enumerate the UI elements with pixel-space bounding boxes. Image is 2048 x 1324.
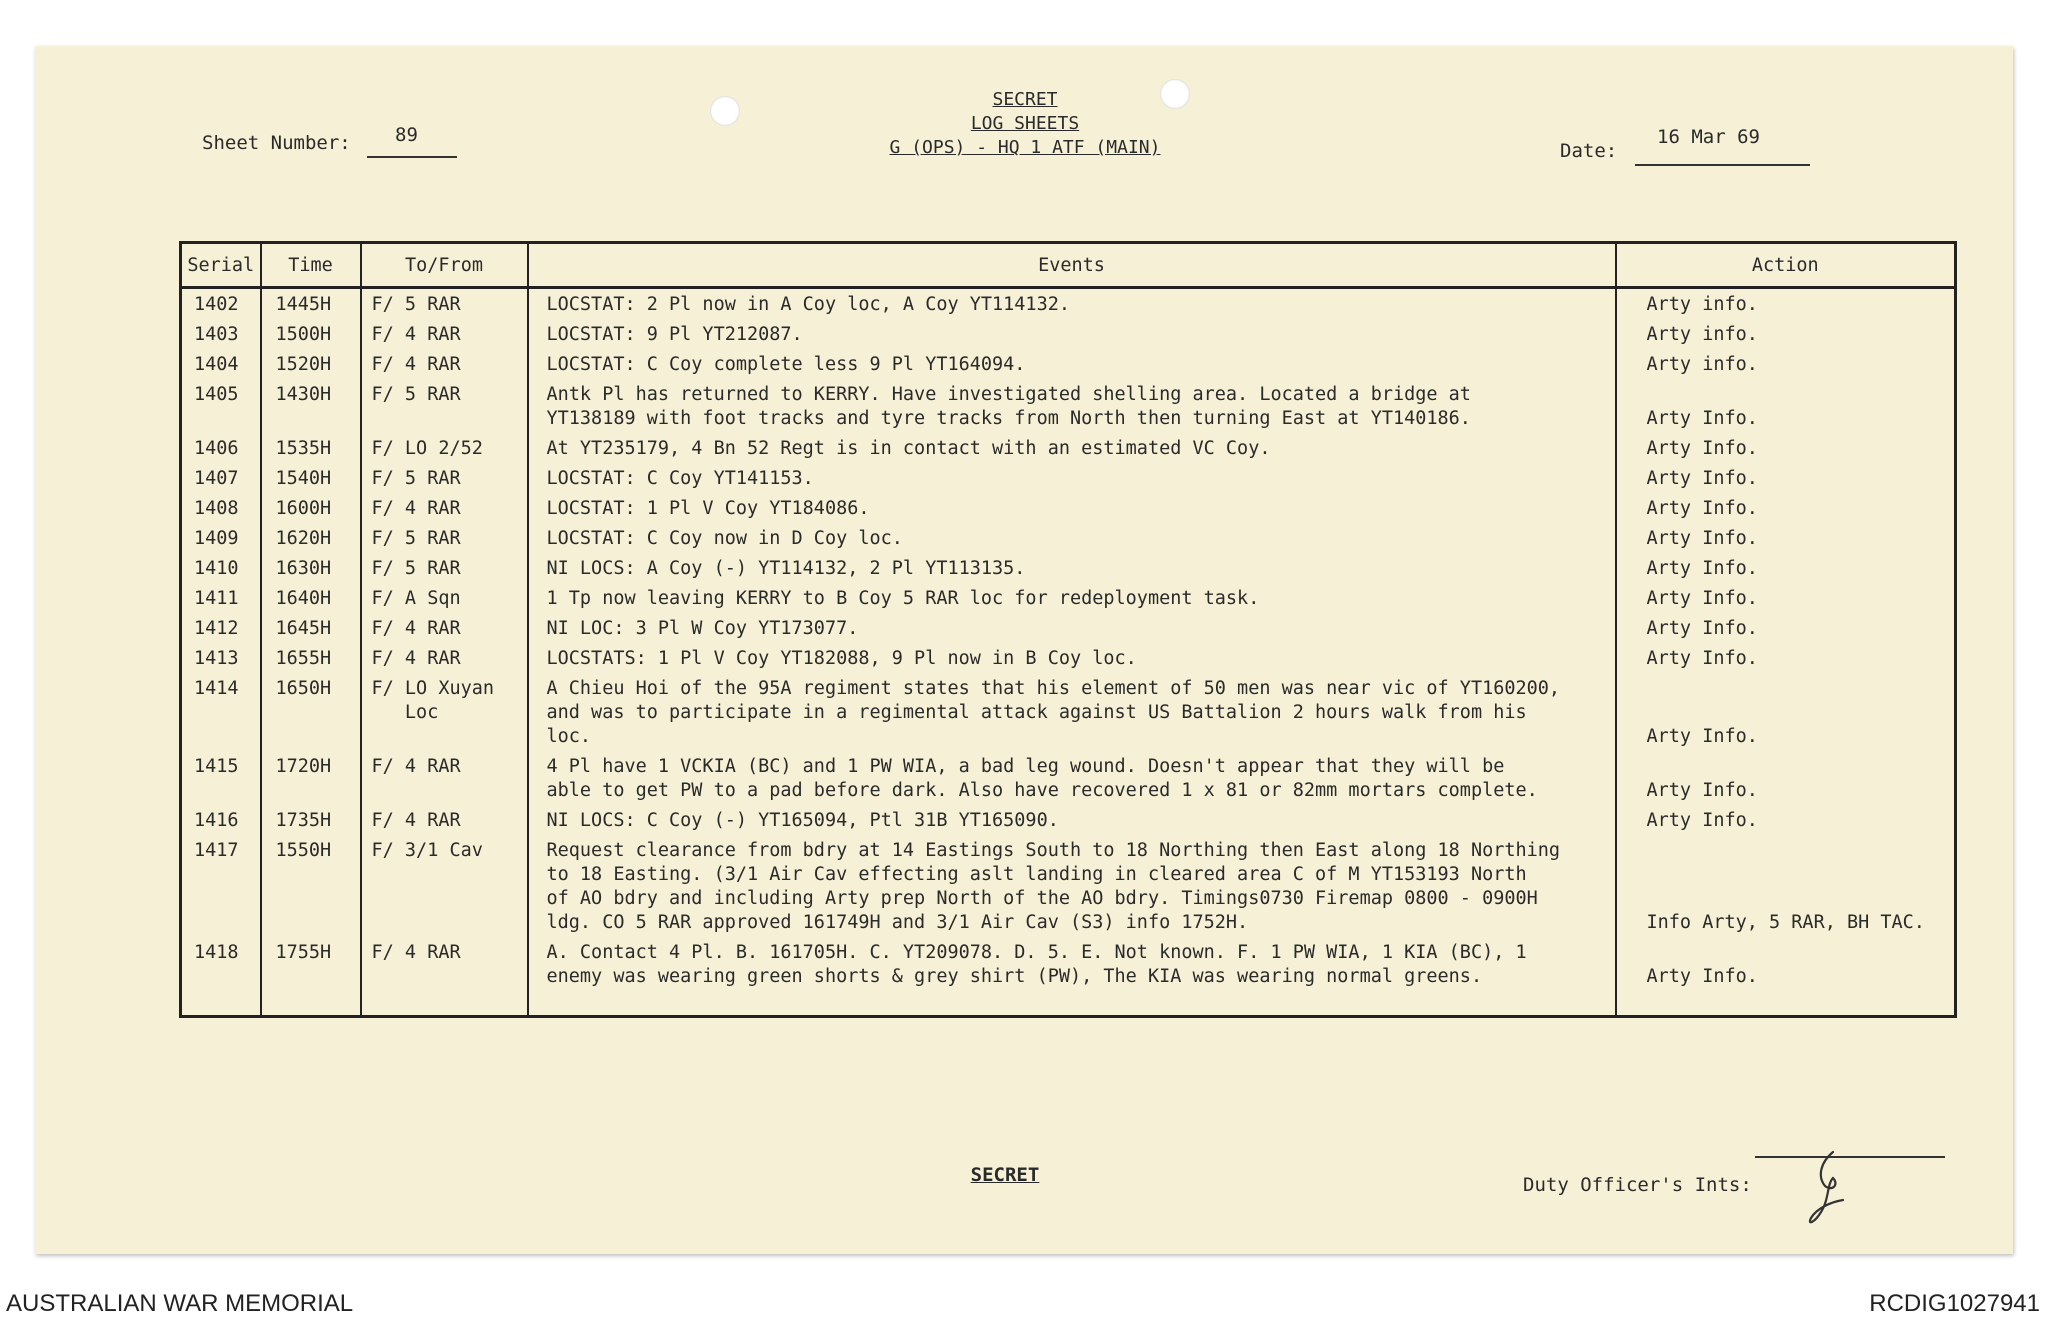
to-from-cell: F/ 4 RAR <box>361 613 528 643</box>
time-cell: 1550H <box>261 835 361 937</box>
time-cell: 1430H <box>261 379 361 433</box>
time-cell: 1500H <box>261 319 361 349</box>
action-cell: Arty Info. <box>1616 433 1956 463</box>
event-cell: LOCSTAT: 1 Pl V Coy YT184086. <box>528 493 1616 523</box>
event-cell: NI LOCS: C Coy (-) YT165094, Ptl 31B YT165090. <box>528 805 1616 835</box>
classification-bottom: SECRET <box>970 1164 1040 1186</box>
event-cell: LOCSTAT: C Coy YT141153. <box>528 463 1616 493</box>
action-cell: Arty Info. <box>1616 493 1956 523</box>
to-from-cell: F/ 5 RAR <box>361 553 528 583</box>
to-from-cell: F/ 4 RAR <box>361 751 528 805</box>
event-cell: A. Contact 4 Pl. B. 161705H. C. YT209078. D. 5. E. Not known. F. 1 PW WIA, 1 KIA (BC), 1 enemy was wearing green shorts & grey shirt (PW), The KIA was wearing normal greens. <box>528 937 1616 1017</box>
date-value: 16 Mar 69 <box>1657 126 1760 148</box>
action-cell: Arty Info. <box>1616 553 1956 583</box>
table-row <box>181 463 1956 493</box>
serial-cell: 1412 <box>181 613 261 643</box>
to-from-cell: F/ 3/1 Cav <box>361 835 528 937</box>
serial-cell: 1415 <box>181 751 261 805</box>
serial-cell: 1404 <box>181 349 261 379</box>
table-row <box>181 379 1956 433</box>
serial-cell: 1409 <box>181 523 261 553</box>
time-cell: 1650H <box>261 673 361 751</box>
header-block <box>825 88 1225 160</box>
table-row <box>181 433 1956 463</box>
punch-hole-left <box>710 96 740 126</box>
action-cell: Arty info. <box>1616 319 1956 349</box>
col-header-action: Action <box>1616 243 1956 288</box>
event-cell: LOCSTAT: 9 Pl YT212087. <box>528 319 1616 349</box>
event-cell: At YT235179, 4 Bn 52 Regt is in contact with an estimated VC Coy. <box>528 433 1616 463</box>
event-cell: 4 Pl have 1 VCKIA (BC) and 1 PW WIA, a bad leg wound. Doesn't appear that they will be able to get PW to a pad before dark. Also have recovered 1 x 81 or 82mm mortars complete. <box>528 751 1616 805</box>
serial-cell: 1410 <box>181 553 261 583</box>
action-cell: Arty Info. <box>1616 583 1956 613</box>
table-row <box>181 835 1956 937</box>
time-cell: 1600H <box>261 493 361 523</box>
log-table-body <box>181 288 1956 1017</box>
event-cell: Request clearance from bdry at 14 Eastings South to 18 Northing then East along 18 Northing to 18 Easting. (3/1 Air Cav effecting aslt landing in cleared area C of M YT153193 North of AO bdry and including Arty prep North of the AO bdry. Timings0730 Firemap 0800 - 0900H ldg. CO 5 RAR approved 161749H and 3/1 Air Cav (S3) info 1752H. <box>528 835 1616 937</box>
col-header-time: Time <box>261 243 361 288</box>
serial-cell: 1402 <box>181 288 261 320</box>
table-row <box>181 553 1956 583</box>
to-from-cell: F/ LO Xuyan Loc <box>361 673 528 751</box>
serial-cell: 1407 <box>181 463 261 493</box>
table-row <box>181 751 1956 805</box>
serial-cell: 1416 <box>181 805 261 835</box>
time-cell: 1540H <box>261 463 361 493</box>
to-from-cell: F/ 4 RAR <box>361 937 528 1017</box>
event-cell: NI LOCS: A Coy (-) YT114132, 2 Pl YT113135. <box>528 553 1616 583</box>
time-cell: 1445H <box>261 288 361 320</box>
serial-cell: 1411 <box>181 583 261 613</box>
table-row <box>181 673 1956 751</box>
time-cell: 1520H <box>261 349 361 379</box>
event-cell: LOCSTAT: C Coy now in D Coy loc. <box>528 523 1616 553</box>
action-cell: Info Arty, 5 RAR, BH TAC. <box>1616 835 1956 937</box>
to-from-cell: F/ 4 RAR <box>361 805 528 835</box>
table-row <box>181 319 1956 349</box>
col-header-events: Events <box>528 243 1616 288</box>
to-from-cell: F/ 4 RAR <box>361 319 528 349</box>
to-from-cell: F/ 5 RAR <box>361 379 528 433</box>
action-cell: Arty Info. <box>1616 751 1956 805</box>
table-row <box>181 288 1956 320</box>
classification-top: SECRET <box>992 89 1058 110</box>
action-cell: Arty Info. <box>1616 673 1956 751</box>
to-from-cell: F/ 5 RAR <box>361 523 528 553</box>
serial-cell: 1414 <box>181 673 261 751</box>
action-cell: Arty Info. <box>1616 937 1956 1017</box>
table-header-row <box>181 243 1956 288</box>
to-from-cell: F/ 4 RAR <box>361 493 528 523</box>
time-cell: 1645H <box>261 613 361 643</box>
form-title: LOG SHEETS <box>970 113 1080 134</box>
time-cell: 1620H <box>261 523 361 553</box>
date-line <box>1635 164 1810 166</box>
sheet-number-line <box>367 156 457 158</box>
sheet-number-label: Sheet Number: <box>202 132 351 154</box>
time-cell: 1630H <box>261 553 361 583</box>
archive-record-id: RCDIG1027941 <box>1869 1290 2040 1317</box>
action-cell: Arty Info. <box>1616 613 1956 643</box>
event-cell: NI LOC: 3 Pl W Coy YT173077. <box>528 613 1616 643</box>
col-header-serial: Serial <box>181 243 261 288</box>
to-from-cell: F/ 5 RAR <box>361 288 528 320</box>
table-row <box>181 805 1956 835</box>
action-cell: Arty Info. <box>1616 805 1956 835</box>
log-sheet-paper <box>35 46 2013 1254</box>
time-cell: 1735H <box>261 805 361 835</box>
serial-cell: 1413 <box>181 643 261 673</box>
table-row <box>181 523 1956 553</box>
action-cell: Arty info. <box>1616 288 1956 320</box>
event-cell: A Chieu Hoi of the 95A regiment states that his element of 50 men was near vic of YT160200, and was to participate in a regimental attack against US Battalion 2 hours walk from his loc. <box>528 673 1616 751</box>
to-from-cell: F/ LO 2/52 <box>361 433 528 463</box>
archive-institution: AUSTRALIAN WAR MEMORIAL <box>6 1290 354 1317</box>
event-cell: 1 Tp now leaving KERRY to B Coy 5 RAR loc for redeployment task. <box>528 583 1616 613</box>
serial-cell: 1405 <box>181 379 261 433</box>
unit-title: G (OPS) - HQ 1 ATF (MAIN) <box>889 137 1161 158</box>
to-from-cell: F/ 5 RAR <box>361 463 528 493</box>
event-cell: LOCSTAT: C Coy complete less 9 Pl YT164094. <box>528 349 1616 379</box>
event-cell: LOCSTATS: 1 Pl V Coy YT182088, 9 Pl now in B Coy loc. <box>528 643 1616 673</box>
col-header-to-from: To/From <box>361 243 528 288</box>
time-cell: 1640H <box>261 583 361 613</box>
event-cell: LOCSTAT: 2 Pl now in A Coy loc, A Coy YT114132. <box>528 288 1616 320</box>
table-row <box>181 583 1956 613</box>
table-row <box>181 349 1956 379</box>
event-cell: Antk Pl has returned to KERRY. Have investigated shelling area. Located a bridge at YT138189 with foot tracks and tyre tracks from North then turning East at YT140186. <box>528 379 1616 433</box>
time-cell: 1755H <box>261 937 361 1017</box>
action-cell: Arty Info. <box>1616 643 1956 673</box>
action-cell: Arty Info. <box>1616 379 1956 433</box>
table-row <box>181 493 1956 523</box>
sheet-number-value: 89 <box>395 124 418 146</box>
table-row <box>181 937 1956 1017</box>
action-cell: Arty Info. <box>1616 463 1956 493</box>
action-cell: Arty info. <box>1616 349 1956 379</box>
time-cell: 1720H <box>261 751 361 805</box>
serial-cell: 1417 <box>181 835 261 937</box>
time-cell: 1535H <box>261 433 361 463</box>
serial-cell: 1403 <box>181 319 261 349</box>
serial-cell: 1408 <box>181 493 261 523</box>
to-from-cell: F/ 4 RAR <box>361 349 528 379</box>
to-from-cell: F/ 4 RAR <box>361 643 528 673</box>
table-row <box>181 643 1956 673</box>
action-cell: Arty Info. <box>1616 523 1956 553</box>
serial-cell: 1406 <box>181 433 261 463</box>
date-label: Date: <box>1560 140 1618 162</box>
serial-cell: 1418 <box>181 937 261 1017</box>
initials-signature-icon <box>1803 1144 1853 1234</box>
log-table <box>179 241 1957 1018</box>
table-row <box>181 613 1956 643</box>
time-cell: 1655H <box>261 643 361 673</box>
to-from-cell: F/ A Sqn <box>361 583 528 613</box>
duty-officer-label: Duty Officer's Ints: <box>1523 1174 1752 1196</box>
archive-strip <box>0 1286 2048 1324</box>
